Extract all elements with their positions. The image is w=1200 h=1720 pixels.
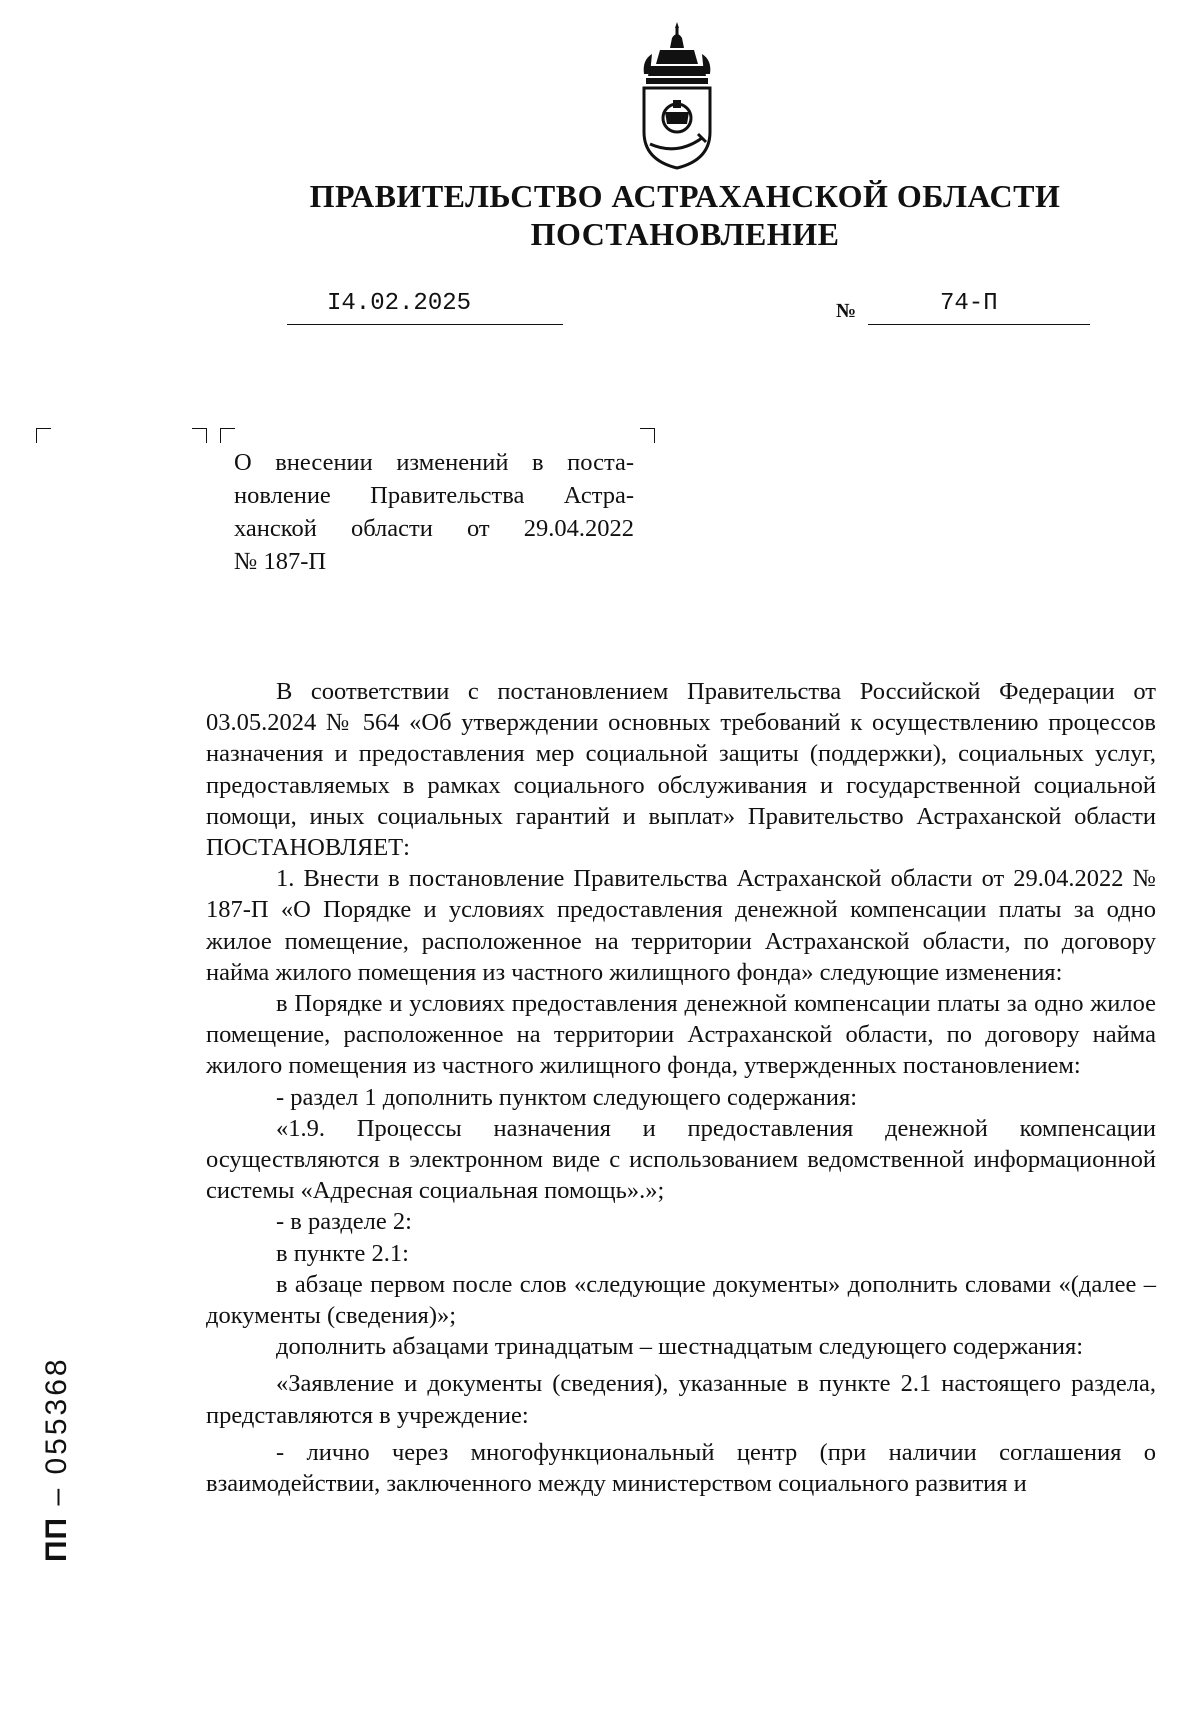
body-paragraph: в Порядке и условиях предоставления денежной компенсации платы за одно жилое помещение, расположенное на территории Астраханской области, по договору найма жилого помещения из частного жилищного фонда, утвержденных постановлением: <box>206 990 1156 1080</box>
subject-line: ханской области от 29.04.2022 <box>234 515 634 542</box>
corner-mark <box>36 428 51 443</box>
number-field <box>868 290 1090 325</box>
body-paragraph: дополнить абзацами тринадцатым – шестнадцатым следующего содержания: <box>276 1333 1084 1361</box>
serial-number: 055368 <box>40 1356 73 1475</box>
subject-line: новление Правительства Астра- <box>234 482 634 509</box>
date-field <box>287 290 563 325</box>
body-paragraph: - в разделе 2: <box>276 1208 412 1236</box>
corner-mark <box>192 428 207 443</box>
document-number: 74-П <box>940 290 998 317</box>
organization-name: ПРАВИТЕЛЬСТВО АСТРАХАНСКОЙ ОБЛАСТИ <box>309 178 1061 214</box>
corner-mark <box>640 428 655 443</box>
subject-line: О внесении изменений в поста- <box>234 449 634 476</box>
corner-mark <box>220 428 235 443</box>
body-paragraph: «Заявление и документы (сведения), указанные в пункте 2.1 настоящего раздела, представляются в учреждение: <box>206 1370 1156 1429</box>
body-paragraph: «1.9. Процессы назначения и предоставления денежной компенсации осуществляются в электронном виде с использованием ведомственной информационной системы «Адресная социальная помощь».»; <box>206 1114 1156 1205</box>
subject-line: № 187-П <box>234 548 327 575</box>
body-paragraph: - раздел 1 дополнить пунктом следующего содержания: <box>276 1083 858 1111</box>
document-body <box>206 676 1156 1499</box>
coat-of-arms-emblem <box>632 20 722 170</box>
number-sign: № <box>836 300 857 322</box>
serial-dash: – <box>40 1485 73 1506</box>
body-paragraph: в пункте 2.1: <box>276 1239 409 1267</box>
body-paragraph: В соответствии с постановлением Правительства Российской Федерации от 03.05.2024 № 564 «Об утверждении основных требований к осуществлению процессов назначения и предоставления мер социальной защиты (поддержки), социальных услуг, предоставляемых в рамках социального обслуживания и государственной социальной помощи, иных социальных гарантий и выплат» Правительство Астраханской области ПОСТАНОВЛЯЕТ: <box>206 678 1156 862</box>
body-paragraph: 1. Внести в постановление Правительства Астраханской области от 29.04.2022 № 187-П «О Порядке и условиях предоставления денежной компенсации платы за одно жилое помещение, расположенное на территории Астраханской области, по договору найма жилого помещения из частного жилищного фонда» следующие изменения: <box>206 865 1156 986</box>
body-paragraph: - лично через многофункциональный центр (при наличии соглашения о взаимодействии, заключенного между министерством социального развития и <box>206 1438 1156 1498</box>
body-paragraph: в абзаце первом после слов «следующие документы» дополнить словами «(далее – документы (сведения)»; <box>206 1270 1156 1330</box>
form-serial-number <box>40 1356 74 1562</box>
document-subject <box>234 446 634 578</box>
document-type: ПОСТАНОВЛЕНИЕ <box>530 216 840 252</box>
document-date: I4.02.2025 <box>327 290 472 317</box>
serial-series: ПП <box>40 1516 73 1562</box>
